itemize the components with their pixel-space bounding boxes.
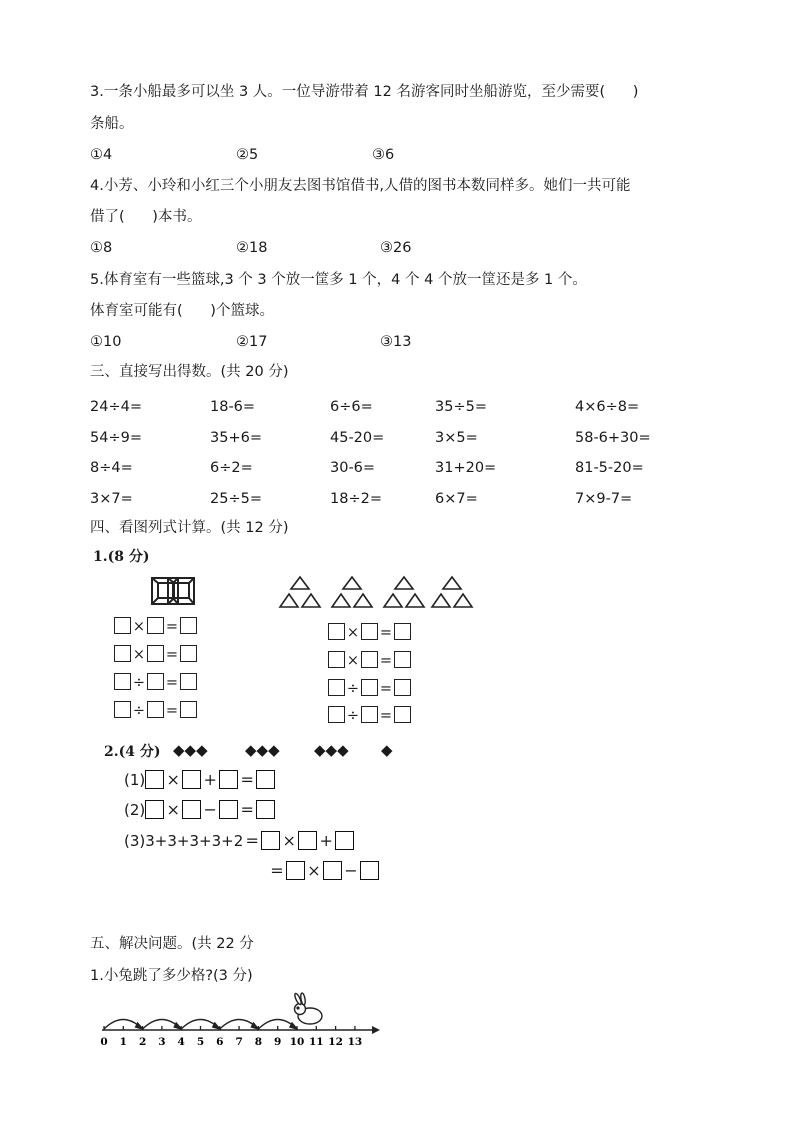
answer-box[interactable]: [145, 770, 164, 789]
answer-box[interactable]: [114, 673, 131, 690]
part-2-equation-1: (1) × + =: [124, 770, 275, 789]
triangle-group-icon: [432, 577, 472, 607]
question-4-text-cont: 借了( )本书。: [90, 209, 202, 225]
answer-box[interactable]: [147, 673, 164, 690]
question-3-text: 3.一条小船最多可以坐 3 人。一位导游带着 12 名游客同时坐船游览，至少需要( ): [90, 84, 639, 100]
answer-box[interactable]: [147, 701, 164, 718]
equation-row: × =: [114, 617, 197, 635]
calc-item: 45-20=: [330, 430, 385, 446]
question-5-text: 5.体育室有一些篮球,3 个 3 个放一筐多 1 个，4 个 4 个放一筐还是多 1 个。: [90, 272, 587, 288]
tick-label: 2: [138, 1036, 147, 1048]
calc-item: 3×5=: [435, 430, 478, 446]
equation-row: ÷ =: [114, 673, 197, 691]
answer-box[interactable]: [180, 673, 197, 690]
tick-label: 7: [235, 1036, 243, 1048]
section-4-title: 四、看图列式计算。(共 12 分): [90, 520, 289, 536]
answer-box[interactable]: [361, 679, 378, 696]
answer-box[interactable]: [114, 701, 131, 718]
part-2-number: 2.: [104, 744, 119, 760]
triangle-group-icon: [280, 577, 320, 607]
arrowhead-icon: [136, 1023, 143, 1029]
q5-option-2: ②17: [236, 334, 268, 350]
answer-box[interactable]: [328, 623, 345, 640]
q4-option-2: ②18: [236, 240, 268, 256]
arrowhead-icon: [251, 1023, 258, 1029]
answer-box[interactable]: [335, 831, 354, 850]
tick-label: 6: [216, 1036, 224, 1048]
question-5-text-cont: 体育室可能有( )个篮球。: [90, 303, 274, 319]
calc-item: 7×9-7=: [575, 491, 633, 507]
answer-box[interactable]: [328, 706, 345, 723]
answer-box[interactable]: [394, 679, 411, 696]
calc-item: 18-6=: [210, 399, 256, 415]
calc-item: 35+6=: [210, 430, 262, 446]
q3-option-2: ②5: [236, 147, 259, 163]
diamond-group-icon: ◆◆◆: [245, 741, 280, 759]
calc-item: 58-6+30=: [575, 430, 651, 446]
tick-label: 8: [254, 1036, 263, 1048]
tick-label: 5: [196, 1036, 205, 1048]
tick-label: 1: [119, 1036, 127, 1048]
calc-item: 4×6÷8=: [575, 399, 640, 415]
answer-box[interactable]: [114, 617, 131, 634]
tick-label: 4: [177, 1036, 185, 1048]
answer-box[interactable]: [219, 770, 238, 789]
part-1-figure: [150, 575, 480, 615]
item-label: (1): [124, 771, 146, 789]
answer-box[interactable]: [286, 861, 305, 880]
q4-option-3: ③26: [380, 240, 412, 256]
question-4-text: 4.小芳、小玲和小红三个小朋友去图书馆借书,人借的图书本数同样多。她们一共可能: [90, 178, 631, 194]
item-label: (2): [124, 801, 146, 819]
part-2-points: (4 分): [118, 744, 161, 760]
tick-label: 9: [274, 1036, 282, 1048]
nested-square-icon: [168, 578, 194, 604]
arrowhead-icon: [174, 1023, 181, 1029]
equation-row: ÷ =: [328, 706, 411, 724]
calc-item: 6×7=: [435, 491, 478, 507]
part-1-number: 1.: [93, 549, 108, 565]
answer-box[interactable]: [180, 617, 197, 634]
answer-box[interactable]: [147, 617, 164, 634]
section-3-title: 三、直接写出得数。(共 20 分): [90, 364, 289, 380]
triangle-group-icon: [332, 577, 372, 607]
diamond-group-icon: ◆◆◆: [314, 741, 349, 759]
calc-item: 30-6=: [330, 460, 376, 476]
q5-option-3: ③13: [380, 334, 412, 350]
q4-option-1: ①8: [90, 240, 113, 256]
answer-box[interactable]: [360, 861, 379, 880]
calc-item: 8÷4=: [90, 460, 133, 476]
answer-box[interactable]: [180, 701, 197, 718]
tick-label: 13: [347, 1036, 363, 1048]
calc-item: 6÷6=: [330, 399, 373, 415]
arrowhead-icon: [290, 1023, 297, 1029]
part-2-equation-3-alt: = × −: [268, 861, 379, 880]
equation-row: × =: [114, 645, 197, 663]
answer-box[interactable]: [256, 800, 275, 819]
answer-box[interactable]: [394, 706, 411, 723]
item-label: (3)3+3+3+3+2: [124, 832, 244, 850]
calc-item: 6÷2=: [210, 460, 253, 476]
q3-option-1: ①4: [90, 147, 113, 163]
answer-box[interactable]: [298, 831, 317, 850]
q5-option-1: ①10: [90, 334, 122, 350]
answer-box[interactable]: [394, 651, 411, 668]
calc-item: 18÷2=: [330, 491, 382, 507]
part-2-equation-3: (3)3+3+3+3+2 = × +: [124, 831, 354, 850]
q3-option-3: ③6: [372, 147, 395, 163]
calc-item: 31+20=: [435, 460, 497, 476]
tick-label: 12: [328, 1036, 343, 1048]
calc-item: 24÷4=: [90, 399, 142, 415]
tick-label: 11: [308, 1036, 324, 1048]
problem-1-text: 1.小兔跳了多少格?(3 分): [90, 968, 253, 984]
calc-item: 25÷5=: [210, 491, 262, 507]
answer-box[interactable]: [219, 800, 238, 819]
equation-row: × =: [328, 623, 411, 641]
equation-row: × =: [328, 651, 411, 669]
calc-item: 35÷5=: [435, 399, 487, 415]
part-1-points: (8 分): [107, 549, 150, 565]
answer-box[interactable]: [394, 623, 411, 640]
arrowhead-icon: [213, 1023, 220, 1029]
tick-label: 10: [289, 1036, 305, 1048]
triangle-group-icon: [384, 577, 424, 607]
answer-box[interactable]: [182, 800, 201, 819]
answer-box[interactable]: [147, 645, 164, 662]
tick-label: 0: [100, 1036, 108, 1048]
triangle-groups: [280, 577, 472, 607]
diamond-group-icon: ◆◆◆: [173, 741, 208, 759]
question-3-text-cont: 条船。: [90, 116, 134, 132]
answer-box[interactable]: [361, 623, 378, 640]
diamond-icon: ◆: [381, 741, 393, 759]
equation-row: ÷ =: [114, 701, 197, 719]
section-5-title: 五、解决问题。(共 22 分: [90, 936, 254, 952]
tick-label: 3: [158, 1036, 166, 1048]
part-2-label: [104, 742, 161, 762]
answer-box[interactable]: [145, 800, 164, 819]
part-1-label: [93, 547, 150, 567]
calc-item: 3×7=: [90, 491, 133, 507]
number-line: [96, 992, 386, 1052]
part-2-equation-2: (2) × − =: [124, 800, 275, 819]
rabbit-icon: [294, 993, 322, 1024]
answer-box[interactable]: [261, 831, 280, 850]
answer-box[interactable]: [182, 770, 201, 789]
answer-box[interactable]: [114, 645, 131, 662]
answer-box[interactable]: [328, 679, 345, 696]
answer-box[interactable]: [256, 770, 275, 789]
equation-row: ÷ =: [328, 679, 411, 697]
calc-item: 54÷9=: [90, 430, 142, 446]
calc-item: 81-5-20=: [575, 460, 644, 476]
answer-box[interactable]: [361, 651, 378, 668]
answer-box[interactable]: [328, 651, 345, 668]
answer-box[interactable]: [323, 861, 342, 880]
answer-box[interactable]: [180, 645, 197, 662]
answer-box[interactable]: [361, 706, 378, 723]
axis-arrow-icon: [372, 1026, 380, 1034]
